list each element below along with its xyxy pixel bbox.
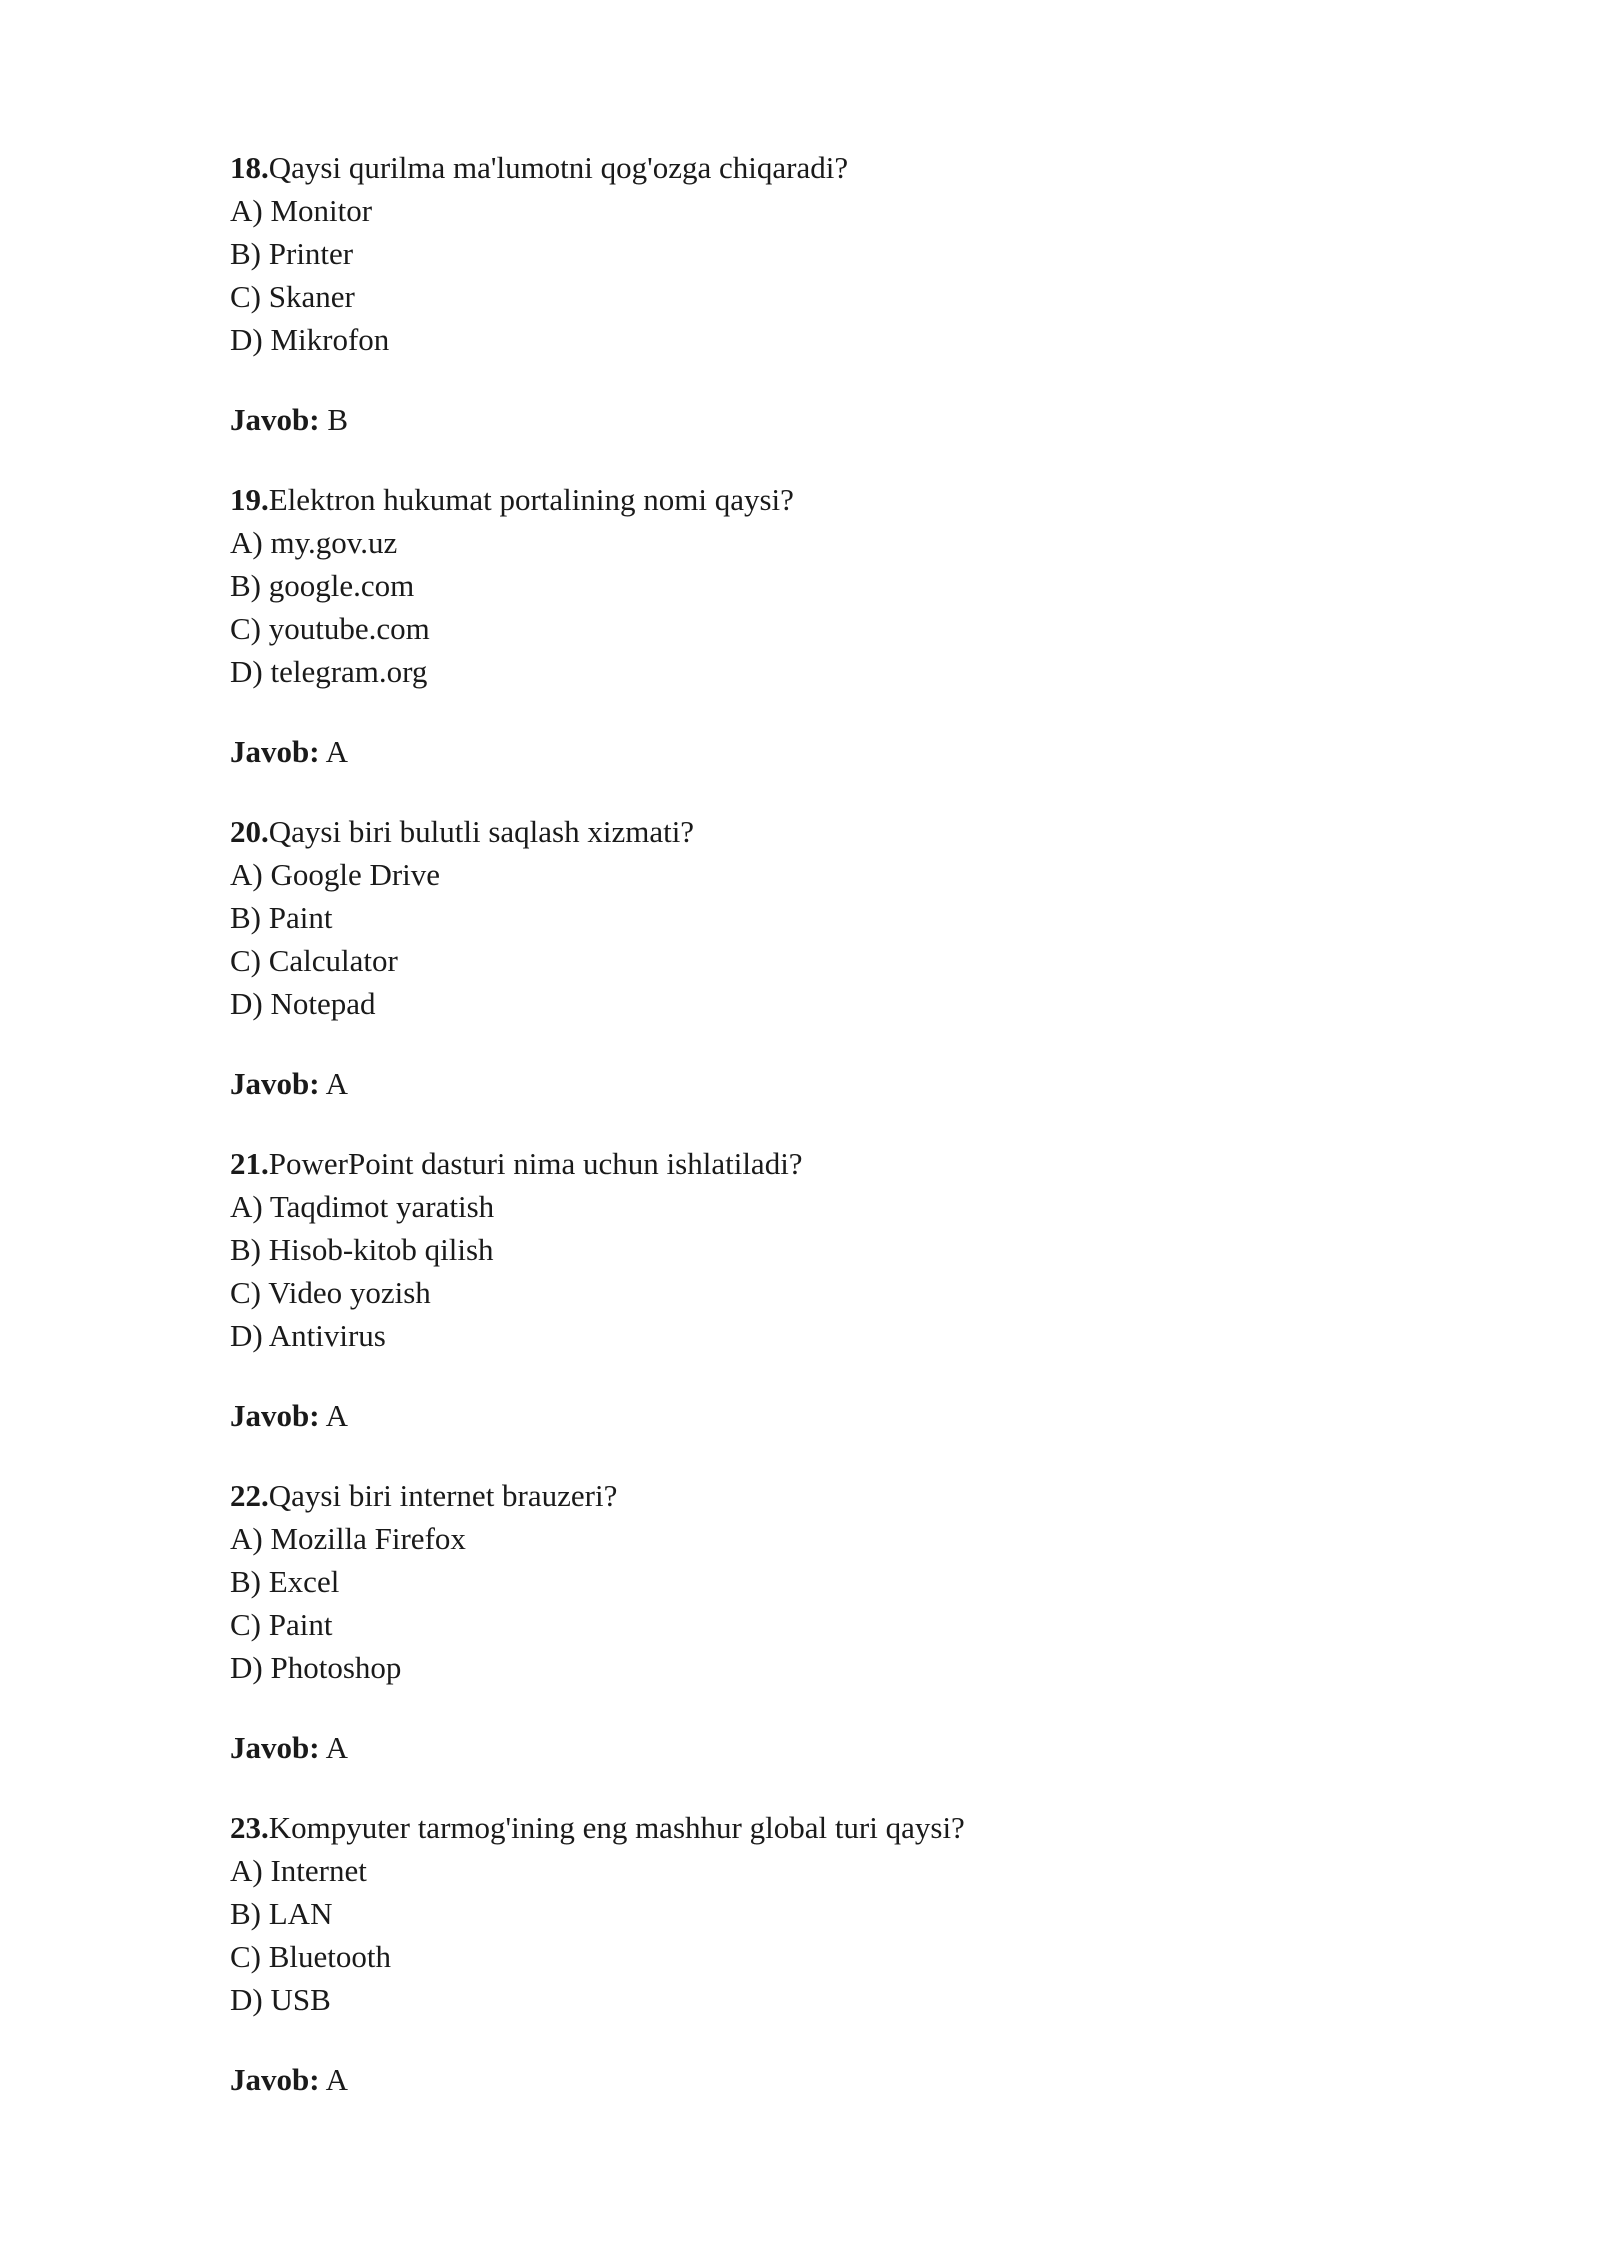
option-d: D) Notepad (230, 986, 376, 1021)
question-20 (230, 810, 1430, 1105)
document-page (230, 146, 1430, 2138)
answer-line (230, 2058, 1430, 2101)
answer-line (230, 1394, 1430, 1437)
question-number: 21. (230, 1146, 269, 1181)
option-b: B) google.com (230, 568, 415, 603)
question-23 (230, 1806, 1430, 2101)
question-18 (230, 146, 1430, 441)
option-a: A) Mozilla Firefox (230, 1521, 466, 1556)
option-d: D) Photoshop (230, 1650, 402, 1685)
question-line (230, 1806, 1430, 1849)
option-c: C) Calculator (230, 943, 398, 978)
option-c: C) Paint (230, 1607, 333, 1642)
answer-line (230, 1062, 1430, 1105)
answer-value: B (319, 402, 349, 437)
option-d: D) Mikrofon (230, 322, 390, 357)
answer-label: Javob: (230, 1730, 320, 1765)
option-c: C) Bluetooth (230, 1939, 392, 1974)
option-a: A) Google Drive (230, 857, 441, 892)
question-line (230, 1474, 1430, 1517)
question-line (230, 146, 1430, 189)
question-21 (230, 1142, 1430, 1437)
question-line (230, 478, 1430, 521)
question-number: 20. (230, 814, 269, 849)
option-a: A) Internet (230, 1853, 367, 1888)
question-number: 23. (230, 1810, 269, 1845)
answer-line (230, 1726, 1430, 1769)
question-text: Qaysi biri internet brauzeri? (268, 1478, 618, 1513)
answer-label: Javob: (230, 1066, 320, 1101)
answer-line (230, 398, 1430, 441)
option-b: B) Excel (230, 1564, 340, 1599)
answer-value: A (319, 1398, 349, 1433)
option-a: A) my.gov.uz (230, 525, 398, 560)
answer-value: A (319, 1066, 349, 1101)
answer-label: Javob: (230, 402, 320, 437)
option-c: C) youtube.com (230, 611, 430, 646)
answer-line (230, 730, 1430, 773)
question-number: 18. (230, 150, 269, 185)
answer-label: Javob: (230, 2062, 320, 2097)
question-line (230, 1142, 1430, 1185)
question-text: Qaysi biri bulutli saqlash xizmati? (268, 814, 695, 849)
answer-value: A (319, 734, 349, 769)
option-a: A) Taqdimot yaratish (230, 1189, 495, 1224)
question-text: Qaysi qurilma ma'lumotni qog'ozga chiqaradi? (268, 150, 849, 185)
option-d: D) USB (230, 1982, 331, 2017)
question-text: PowerPoint dasturi nima uchun ishlatiladi? (268, 1146, 803, 1181)
question-line (230, 810, 1430, 853)
option-a: A) Monitor (230, 193, 373, 228)
option-b: B) Hisob-kitob qilish (230, 1232, 494, 1267)
answer-value: A (319, 2062, 349, 2097)
answer-value: A (319, 1730, 349, 1765)
answer-label: Javob: (230, 1398, 320, 1433)
option-c: C) Video yozish (230, 1275, 431, 1310)
question-22 (230, 1474, 1430, 1769)
question-text: Kompyuter tarmog'ining eng mashhur global turi qaysi? (268, 1810, 965, 1845)
answer-label: Javob: (230, 734, 320, 769)
question-text: Elektron hukumat portalining nomi qaysi? (268, 482, 794, 517)
question-19 (230, 478, 1430, 773)
question-number: 19. (230, 482, 269, 517)
option-d: D) telegram.org (230, 654, 428, 689)
option-b: B) LAN (230, 1896, 333, 1931)
option-c: C) Skaner (230, 279, 355, 314)
question-number: 22. (230, 1478, 269, 1513)
option-b: B) Paint (230, 900, 333, 935)
option-d: D) Antivirus (230, 1318, 386, 1353)
option-b: B) Printer (230, 236, 354, 271)
